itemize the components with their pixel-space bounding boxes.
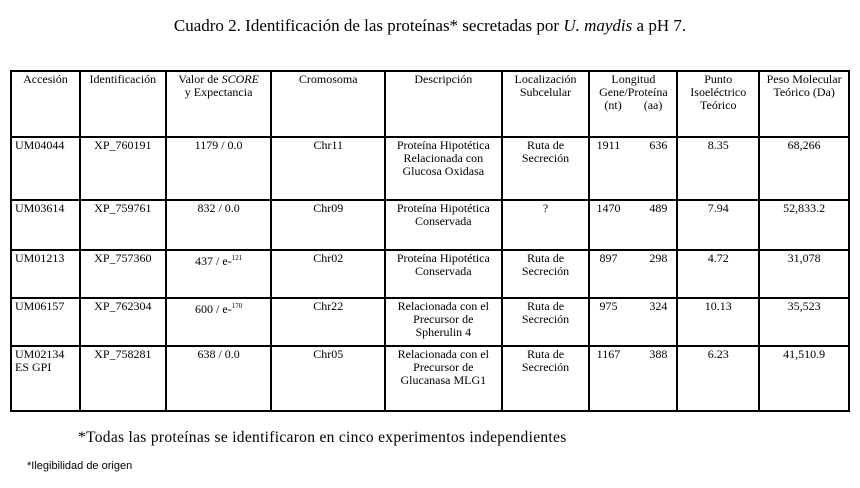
cell-pi: 8.35 xyxy=(677,137,759,200)
cell-identificacion: XP_760191 xyxy=(80,137,166,200)
cell-accesion: UM01213 xyxy=(11,250,80,298)
cell-aa: 324 xyxy=(649,299,668,313)
cell-nt: 1167 xyxy=(596,347,621,361)
header-valor-score: SCORE xyxy=(221,72,259,86)
cell-cromosoma: Chr22 xyxy=(271,298,385,346)
cell-identificacion: XP_762304 xyxy=(80,298,166,346)
header-nt: (nt) xyxy=(604,98,622,112)
header-longitud xyxy=(589,71,677,137)
cell-descripcion: Proteína Hipotética Conservada xyxy=(385,250,502,298)
protein-table xyxy=(10,70,850,412)
cell-pi: 10.13 xyxy=(677,298,759,346)
header-valor-suffix: y Expectancia xyxy=(184,85,253,99)
caption-species: U. maydis xyxy=(563,16,633,35)
table-row xyxy=(11,250,849,298)
cell-aa: 489 xyxy=(649,201,668,215)
cell-descripcion: Relacionada con el Precursor de Glucanasa MLG1 xyxy=(385,346,502,411)
table-row xyxy=(11,200,849,250)
footnote-main: *Todas las proteínas se identificaron en cinco experimentos independientes xyxy=(78,429,567,446)
cell-cromosoma: Chr09 xyxy=(271,200,385,250)
cell-nt: 1470 xyxy=(596,201,621,215)
cell-localizacion: Ruta de Secreción xyxy=(502,137,590,200)
cell-valor-exponent: 170 xyxy=(231,302,243,310)
cell-localizacion: Ruta de Secreción xyxy=(502,298,590,346)
cell-descripcion: Relacionada con el Precursor de Spherulin 4 xyxy=(385,298,502,346)
footnote-small: *Ilegibilidad de origen xyxy=(27,460,133,472)
cell-localizacion: ? xyxy=(502,200,590,250)
cell-identificacion: XP_757360 xyxy=(80,250,166,298)
cell-valor xyxy=(166,250,272,298)
cell-identificacion: XP_758281 xyxy=(80,346,166,411)
header-cromosoma: Cromosoma xyxy=(271,71,385,137)
cell-aa: 298 xyxy=(649,251,668,265)
cell-accesion: UM02134 ES GPI xyxy=(11,346,80,411)
table-caption xyxy=(0,16,860,36)
header-row xyxy=(11,71,849,137)
caption-suffix: a pH 7. xyxy=(632,16,687,35)
cell-accesion: UM04044 xyxy=(11,137,80,200)
header-punto: Punto Isoeléctrico Teórico xyxy=(677,71,759,137)
cell-valor xyxy=(166,298,272,346)
cell-identificacion: XP_759761 xyxy=(80,200,166,250)
cell-valor-text: 832 / 0.0 xyxy=(197,201,240,215)
header-valor xyxy=(166,71,272,137)
cell-descripcion: Proteína Hipotética Relacionada con Glucosa Oxidasa xyxy=(385,137,502,200)
cell-peso: 35,523 xyxy=(759,298,849,346)
cell-valor xyxy=(166,346,272,411)
table-row xyxy=(11,137,849,200)
cell-longitud xyxy=(589,137,677,200)
cell-peso: 52,833.2 xyxy=(759,200,849,250)
cell-valor-text: 600 / e- xyxy=(195,302,232,316)
cell-nt: 1911 xyxy=(596,138,621,152)
cell-aa: 636 xyxy=(649,138,668,152)
cell-accesion: UM03614 xyxy=(11,200,80,250)
cell-valor-text: 638 / 0.0 xyxy=(197,347,240,361)
header-accesion: Accesión xyxy=(11,71,80,137)
header-descripcion: Descripción xyxy=(385,71,502,137)
cell-longitud xyxy=(589,298,677,346)
cell-aa: 388 xyxy=(649,347,668,361)
cell-localizacion: Ruta de Secreción xyxy=(502,346,590,411)
cell-peso: 31,078 xyxy=(759,250,849,298)
cell-localizacion: Ruta de Secreción xyxy=(502,250,590,298)
header-identificacion: Identificación xyxy=(80,71,166,137)
cell-cromosoma: Chr02 xyxy=(271,250,385,298)
header-longitud-label: Longitud Gene/Proteína xyxy=(599,72,668,99)
cell-pi: 7.94 xyxy=(677,200,759,250)
table-row xyxy=(11,298,849,346)
cell-longitud xyxy=(589,250,677,298)
cell-cromosoma: Chr05 xyxy=(271,346,385,411)
header-peso: Peso Molecular Teórico (Da) xyxy=(759,71,849,137)
cell-valor xyxy=(166,200,272,250)
cell-pi: 6.23 xyxy=(677,346,759,411)
cell-valor-text: 1179 / 0.0 xyxy=(194,138,243,152)
cell-pi: 4.72 xyxy=(677,250,759,298)
cell-longitud xyxy=(589,346,677,411)
cell-nt: 897 xyxy=(599,251,618,265)
caption-prefix: Cuadro 2. Identificación de las proteínas* secretadas por xyxy=(173,16,564,35)
cell-accesion: UM06157 xyxy=(11,298,80,346)
cell-peso: 68,266 xyxy=(759,137,849,200)
table-row xyxy=(11,346,849,411)
cell-peso: 41,510.9 xyxy=(759,346,849,411)
cell-valor-exponent: 121 xyxy=(231,254,243,262)
cell-valor-text: 437 / e- xyxy=(195,254,232,268)
cell-valor xyxy=(166,137,272,200)
cell-nt: 975 xyxy=(599,299,618,313)
cell-cromosoma: Chr11 xyxy=(271,137,385,200)
header-valor-prefix: Valor de xyxy=(178,72,222,86)
cell-descripcion: Proteína Hipotética Conservada xyxy=(385,200,502,250)
header-aa: (aa) xyxy=(643,98,663,112)
header-localizacion: Localización Subcelular xyxy=(502,71,590,137)
cell-longitud xyxy=(589,200,677,250)
